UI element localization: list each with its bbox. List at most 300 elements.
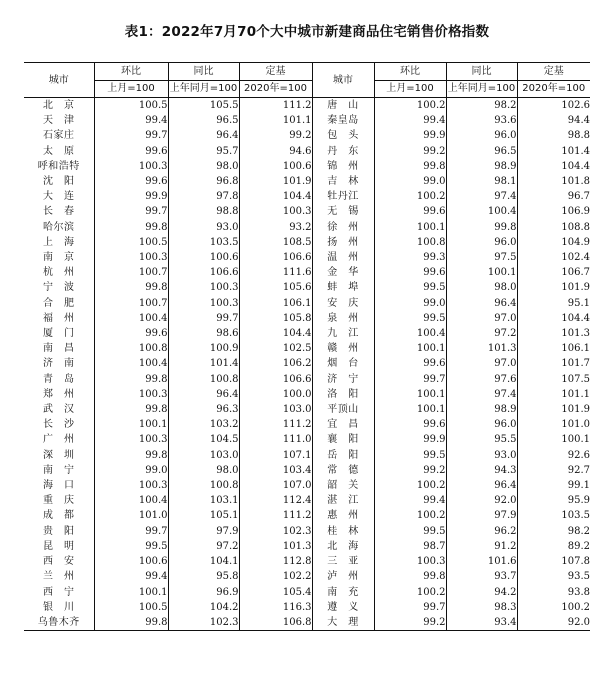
mom-value: 100.8 <box>94 341 168 356</box>
city-name: 吉 林 <box>312 174 374 189</box>
table-row <box>24 189 590 204</box>
base-value: 94.6 <box>239 144 312 159</box>
table-title: 表1：2022年7月70个大中城市新建商品住宅销售价格指数 <box>124 24 490 40</box>
base-value: 106.6 <box>239 372 312 387</box>
mom-value: 99.8 <box>94 448 168 463</box>
yoy-value: 100.4 <box>446 204 517 219</box>
base-value: 116.3 <box>239 600 312 615</box>
table-row <box>24 265 590 280</box>
yoy-value: 100.9 <box>168 341 239 356</box>
table-row <box>24 220 590 235</box>
city-name: 宁 波 <box>43 282 75 294</box>
city-name: 锦 州 <box>312 159 374 174</box>
yoy-value: 91.2 <box>446 539 517 554</box>
yoy-value: 94.2 <box>446 585 517 600</box>
base-value: 106.9 <box>517 204 590 219</box>
mom-value: 99.9 <box>94 189 168 204</box>
city-name: 天 津 <box>43 115 75 127</box>
base-value: 106.7 <box>517 265 590 280</box>
base-value: 101.9 <box>239 174 312 189</box>
city-name: 银 川 <box>43 601 75 613</box>
yoy-value: 96.4 <box>168 387 239 402</box>
yoy-value: 95.5 <box>446 432 517 447</box>
base-value: 94.4 <box>517 113 590 128</box>
base-value: 98.8 <box>517 128 590 143</box>
base-value: 101.1 <box>239 113 312 128</box>
table-row <box>24 539 590 554</box>
mom-value: 99.6 <box>374 417 446 432</box>
base-value: 102.6 <box>517 98 590 114</box>
table-row <box>24 128 590 143</box>
header-yoy-left: 同比 <box>168 63 239 81</box>
table-row <box>24 341 590 356</box>
yoy-value: 97.8 <box>168 189 239 204</box>
mom-value: 100.3 <box>94 387 168 402</box>
base-value: 106.2 <box>239 356 312 371</box>
yoy-value: 96.0 <box>446 235 517 250</box>
base-value: 101.4 <box>517 144 590 159</box>
table-row <box>24 387 590 402</box>
city-name: 襄 阳 <box>312 432 374 447</box>
city-name: 福 州 <box>43 312 75 324</box>
mom-value: 99.6 <box>94 326 168 341</box>
mom-value: 99.9 <box>374 128 446 143</box>
table-row <box>24 159 590 174</box>
mom-value: 100.3 <box>374 554 446 569</box>
header-yoy-sub-left: 上年同月=100 <box>168 81 239 98</box>
city-name: 昆 明 <box>43 540 75 552</box>
city-name: 南 充 <box>312 585 374 600</box>
mom-value: 100.1 <box>94 417 168 432</box>
mom-value: 100.1 <box>94 585 168 600</box>
mom-value: 99.7 <box>94 204 168 219</box>
table-body <box>24 98 590 631</box>
city-name: 青 岛 <box>43 373 75 385</box>
city-name: 秦皇岛 <box>312 113 374 128</box>
base-value: 96.7 <box>517 189 590 204</box>
city-name: 呼和浩特 <box>37 160 80 172</box>
base-value: 108.5 <box>239 235 312 250</box>
price-index-table <box>24 62 590 631</box>
city-name: 乌鲁木齐 <box>24 615 94 631</box>
base-value: 106.1 <box>239 296 312 311</box>
header-yoy-sub-right: 上年同月=100 <box>446 81 517 98</box>
yoy-value: 93.6 <box>446 113 517 128</box>
yoy-value: 105.5 <box>168 98 239 114</box>
base-value: 103.0 <box>239 402 312 417</box>
header-base-right: 定基 <box>517 63 590 81</box>
base-value: 107.1 <box>239 448 312 463</box>
yoy-value: 106.6 <box>168 265 239 280</box>
table-row <box>24 524 590 539</box>
city-name: 常 德 <box>312 463 374 478</box>
city-name: 西 宁 <box>43 586 75 598</box>
base-value: 99.1 <box>517 478 590 493</box>
mom-value: 100.2 <box>374 98 446 114</box>
city-name: 扬 州 <box>312 235 374 250</box>
mom-value: 99.2 <box>374 144 446 159</box>
yoy-value: 96.5 <box>168 113 239 128</box>
city-name: 济 南 <box>43 358 75 370</box>
table-row <box>24 432 590 447</box>
mom-value: 99.4 <box>374 493 446 508</box>
city-name: 广 州 <box>43 434 75 446</box>
base-value: 102.2 <box>239 569 312 584</box>
base-value: 101.7 <box>517 356 590 371</box>
city-name: 丹 东 <box>312 144 374 159</box>
yoy-value: 96.8 <box>168 174 239 189</box>
base-value: 105.6 <box>239 280 312 295</box>
base-value: 100.6 <box>239 159 312 174</box>
mom-value: 99.5 <box>374 524 446 539</box>
yoy-value: 102.3 <box>168 615 239 631</box>
mom-value: 100.2 <box>374 189 446 204</box>
table-row <box>24 326 590 341</box>
city-name: 济 宁 <box>312 372 374 387</box>
mom-value: 99.0 <box>94 463 168 478</box>
yoy-value: 99.7 <box>168 311 239 326</box>
table-row <box>24 600 590 615</box>
city-name: 九 江 <box>312 326 374 341</box>
city-name: 南 昌 <box>43 343 75 355</box>
base-value: 111.2 <box>239 98 312 114</box>
header-city-right: 城市 <box>312 63 374 98</box>
base-value: 103.4 <box>239 463 312 478</box>
mom-value: 100.5 <box>94 235 168 250</box>
yoy-value: 97.4 <box>446 387 517 402</box>
yoy-value: 96.0 <box>446 417 517 432</box>
base-value: 106.6 <box>239 250 312 265</box>
mom-value: 100.2 <box>374 478 446 493</box>
mom-value: 99.8 <box>94 220 168 235</box>
city-name: 合 肥 <box>43 297 75 309</box>
table-row <box>24 508 590 523</box>
mom-value: 99.6 <box>94 174 168 189</box>
yoy-value: 101.3 <box>446 341 517 356</box>
mom-value: 99.0 <box>374 296 446 311</box>
table-row <box>24 417 590 432</box>
base-value: 111.2 <box>239 417 312 432</box>
yoy-value: 96.4 <box>168 128 239 143</box>
yoy-value: 98.9 <box>446 159 517 174</box>
city-name: 大 理 <box>312 615 374 631</box>
city-name: 兰 州 <box>43 571 75 583</box>
mom-value: 100.4 <box>374 326 446 341</box>
base-value: 92.7 <box>517 463 590 478</box>
base-value: 101.3 <box>517 326 590 341</box>
mom-value: 100.1 <box>374 402 446 417</box>
table-row <box>24 204 590 219</box>
yoy-value: 105.1 <box>168 508 239 523</box>
table-row <box>24 478 590 493</box>
mom-value: 100.5 <box>94 98 168 114</box>
base-value: 105.4 <box>239 585 312 600</box>
base-value: 95.9 <box>517 493 590 508</box>
yoy-value: 104.5 <box>168 432 239 447</box>
yoy-value: 98.0 <box>168 159 239 174</box>
mom-value: 99.3 <box>374 250 446 265</box>
yoy-value: 96.4 <box>446 296 517 311</box>
yoy-value: 92.0 <box>446 493 517 508</box>
base-value: 107.5 <box>517 372 590 387</box>
table-row <box>24 280 590 295</box>
base-value: 93.2 <box>239 220 312 235</box>
base-value: 101.8 <box>517 174 590 189</box>
mom-value: 99.5 <box>374 311 446 326</box>
yoy-value: 96.0 <box>446 128 517 143</box>
city-name: 贵 阳 <box>43 525 75 537</box>
yoy-value: 103.2 <box>168 417 239 432</box>
base-value: 111.2 <box>239 508 312 523</box>
yoy-value: 98.0 <box>168 463 239 478</box>
yoy-value: 96.2 <box>446 524 517 539</box>
mom-value: 99.8 <box>94 372 168 387</box>
yoy-value: 96.4 <box>446 478 517 493</box>
mom-value: 99.7 <box>374 600 446 615</box>
table-row <box>24 615 590 631</box>
yoy-value: 100.1 <box>446 265 517 280</box>
yoy-value: 93.0 <box>446 448 517 463</box>
header-mom-right: 环比 <box>374 63 446 81</box>
mom-value: 99.4 <box>94 569 168 584</box>
yoy-value: 95.7 <box>168 144 239 159</box>
base-value: 101.9 <box>517 280 590 295</box>
yoy-value: 104.1 <box>168 554 239 569</box>
mom-value: 99.5 <box>374 280 446 295</box>
mom-value: 99.6 <box>94 144 168 159</box>
yoy-value: 98.1 <box>446 174 517 189</box>
city-name: 重 庆 <box>43 495 75 507</box>
base-value: 112.8 <box>239 554 312 569</box>
mom-value: 99.6 <box>374 356 446 371</box>
yoy-value: 98.2 <box>446 98 517 114</box>
city-name: 厦 门 <box>43 328 75 340</box>
base-value: 92.0 <box>517 615 590 631</box>
city-name: 惠 州 <box>312 508 374 523</box>
yoy-value: 96.9 <box>168 585 239 600</box>
yoy-value: 97.4 <box>446 189 517 204</box>
mom-value: 100.3 <box>94 478 168 493</box>
base-value: 95.1 <box>517 296 590 311</box>
mom-value: 100.4 <box>94 493 168 508</box>
mom-value: 99.7 <box>374 372 446 387</box>
table-row <box>24 174 590 189</box>
mom-value: 99.8 <box>374 159 446 174</box>
yoy-value: 93.4 <box>446 615 517 631</box>
city-name: 沈 阳 <box>43 176 75 188</box>
yoy-value: 93.0 <box>168 220 239 235</box>
header-mom-sub-left: 上月=100 <box>94 81 168 98</box>
base-value: 107.8 <box>517 554 590 569</box>
city-name: 深 圳 <box>43 449 75 461</box>
mom-value: 99.8 <box>94 402 168 417</box>
mom-value: 99.5 <box>94 539 168 554</box>
base-value: 102.3 <box>239 524 312 539</box>
mom-value: 100.2 <box>374 508 446 523</box>
header-mom-left: 环比 <box>94 63 168 81</box>
yoy-value: 103.1 <box>168 493 239 508</box>
mom-value: 100.6 <box>94 554 168 569</box>
city-name: 泉 州 <box>312 311 374 326</box>
mom-value: 99.7 <box>94 524 168 539</box>
city-name: 包 头 <box>312 128 374 143</box>
header-city-left: 城市 <box>24 63 94 98</box>
base-value: 101.1 <box>517 387 590 402</box>
city-name: 唐 山 <box>312 98 374 114</box>
city-name: 遵 义 <box>312 600 374 615</box>
base-value: 89.2 <box>517 539 590 554</box>
yoy-value: 101.6 <box>446 554 517 569</box>
table-row <box>24 356 590 371</box>
city-name: 三 亚 <box>312 554 374 569</box>
yoy-value: 100.8 <box>168 372 239 387</box>
city-name: 杭 州 <box>43 267 75 279</box>
city-name: 湛 江 <box>312 493 374 508</box>
mom-value: 98.7 <box>374 539 446 554</box>
table-row <box>24 463 590 478</box>
yoy-value: 97.2 <box>168 539 239 554</box>
yoy-value: 98.6 <box>168 326 239 341</box>
mom-value: 100.4 <box>94 356 168 371</box>
mom-value: 100.3 <box>94 250 168 265</box>
yoy-value: 98.3 <box>446 600 517 615</box>
table-row <box>24 448 590 463</box>
base-value: 106.1 <box>517 341 590 356</box>
base-value: 108.8 <box>517 220 590 235</box>
base-value: 101.0 <box>517 417 590 432</box>
header-yoy-right: 同比 <box>446 63 517 81</box>
header-base-sub-left: 2020年=100 <box>239 81 312 98</box>
yoy-value: 96.5 <box>446 144 517 159</box>
yoy-value: 104.2 <box>168 600 239 615</box>
city-name: 洛 阳 <box>312 387 374 402</box>
city-name: 北 京 <box>43 100 75 111</box>
city-name: 烟 台 <box>312 356 374 371</box>
mom-value: 101.0 <box>94 508 168 523</box>
city-name: 太 原 <box>43 145 75 157</box>
city-name: 桂 林 <box>312 524 374 539</box>
city-name: 哈尔滨 <box>43 221 75 233</box>
yoy-value: 100.3 <box>168 296 239 311</box>
yoy-value: 97.2 <box>446 326 517 341</box>
base-value: 100.1 <box>517 432 590 447</box>
yoy-value: 94.3 <box>446 463 517 478</box>
mom-value: 100.1 <box>374 387 446 402</box>
city-name: 泸 州 <box>312 569 374 584</box>
base-value: 111.6 <box>239 265 312 280</box>
mom-value: 99.4 <box>374 113 446 128</box>
table-row <box>24 493 590 508</box>
table-row <box>24 311 590 326</box>
mom-value: 100.3 <box>94 432 168 447</box>
city-name: 成 都 <box>43 510 75 522</box>
table-row <box>24 372 590 387</box>
yoy-value: 93.7 <box>446 569 517 584</box>
city-name: 大 连 <box>43 191 75 203</box>
table-row <box>24 569 590 584</box>
yoy-value: 100.6 <box>168 250 239 265</box>
mom-value: 100.2 <box>374 585 446 600</box>
city-name: 蚌 埠 <box>312 280 374 295</box>
base-value: 103.5 <box>517 508 590 523</box>
header-base-left: 定基 <box>239 63 312 81</box>
yoy-value: 95.8 <box>168 569 239 584</box>
base-value: 104.4 <box>239 326 312 341</box>
base-value: 99.2 <box>239 128 312 143</box>
city-name: 西 安 <box>43 556 75 568</box>
yoy-value: 100.8 <box>168 478 239 493</box>
mom-value: 99.8 <box>94 615 168 631</box>
city-name: 牡丹江 <box>312 189 374 204</box>
city-name: 岳 阳 <box>312 448 374 463</box>
mom-value: 99.4 <box>94 113 168 128</box>
base-value: 100.2 <box>517 600 590 615</box>
header-base-sub-right: 2020年=100 <box>517 81 590 98</box>
city-name: 韶 关 <box>312 478 374 493</box>
base-value: 102.4 <box>517 250 590 265</box>
table-row <box>24 585 590 600</box>
mom-value: 99.2 <box>374 463 446 478</box>
mom-value: 100.1 <box>374 341 446 356</box>
mom-value: 99.6 <box>374 204 446 219</box>
base-value: 100.3 <box>239 204 312 219</box>
table-row <box>24 296 590 311</box>
base-value: 107.0 <box>239 478 312 493</box>
yoy-value: 97.0 <box>446 356 517 371</box>
base-value: 106.8 <box>239 615 312 631</box>
table-row <box>24 113 590 128</box>
mom-value: 99.5 <box>374 448 446 463</box>
city-name: 石家庄 <box>43 130 75 142</box>
city-name: 海 口 <box>43 480 75 492</box>
base-value: 98.2 <box>517 524 590 539</box>
header-mom-sub-right: 上月=100 <box>374 81 446 98</box>
mom-value: 100.4 <box>94 311 168 326</box>
city-name: 北 海 <box>312 539 374 554</box>
city-name: 郑 州 <box>43 388 75 400</box>
yoy-value: 99.8 <box>446 220 517 235</box>
yoy-value: 103.0 <box>168 448 239 463</box>
base-value: 111.0 <box>239 432 312 447</box>
city-name: 南 宁 <box>43 464 75 476</box>
base-value: 104.4 <box>517 311 590 326</box>
city-name: 宜 昌 <box>312 417 374 432</box>
base-value: 101.3 <box>239 539 312 554</box>
base-value: 93.8 <box>517 585 590 600</box>
city-name: 徐 州 <box>312 220 374 235</box>
base-value: 93.5 <box>517 569 590 584</box>
city-name: 安 庆 <box>312 296 374 311</box>
city-name: 赣 州 <box>312 341 374 356</box>
city-name: 金 华 <box>312 265 374 280</box>
table-row <box>24 554 590 569</box>
mom-value: 100.5 <box>94 600 168 615</box>
mom-value: 99.0 <box>374 174 446 189</box>
base-value: 105.8 <box>239 311 312 326</box>
city-name: 武 汉 <box>43 404 75 416</box>
yoy-value: 98.0 <box>446 280 517 295</box>
mom-value: 99.8 <box>94 280 168 295</box>
city-name: 南 京 <box>43 252 75 264</box>
yoy-value: 103.5 <box>168 235 239 250</box>
yoy-value: 96.3 <box>168 402 239 417</box>
base-value: 104.4 <box>517 159 590 174</box>
base-value: 104.9 <box>517 235 590 250</box>
mom-value: 100.1 <box>374 220 446 235</box>
city-name: 上 海 <box>43 236 75 248</box>
table-row <box>24 235 590 250</box>
city-name: 温 州 <box>312 250 374 265</box>
